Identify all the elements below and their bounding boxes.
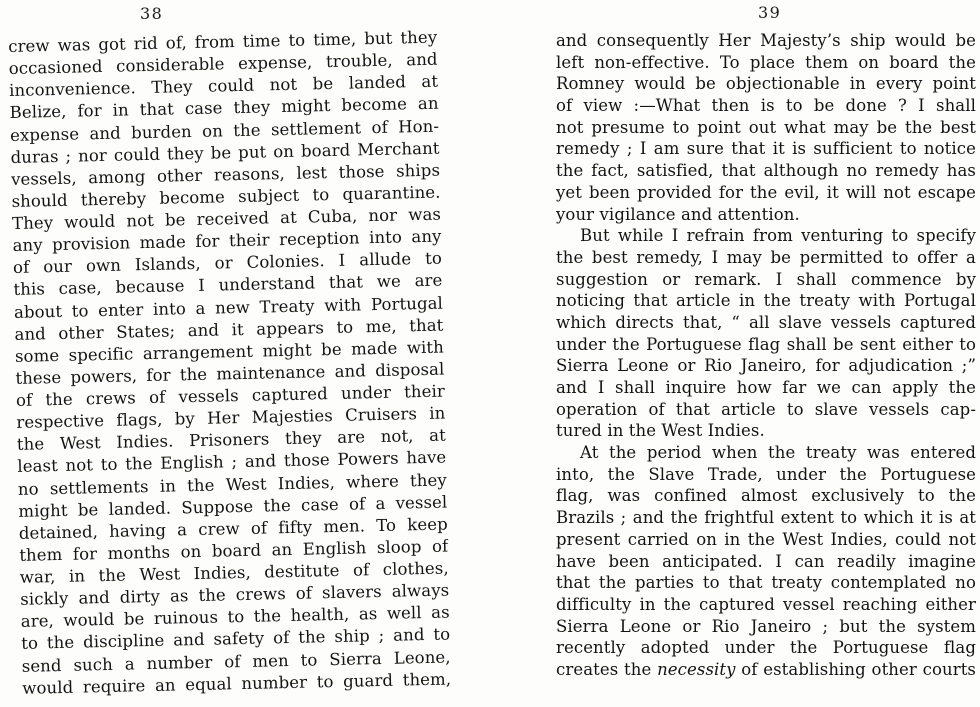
text-line: should thereby become subject to quarantine. bbox=[11, 182, 441, 211]
text-line: that the parties to that treaty contemplated no bbox=[556, 573, 976, 593]
text-line: creates the necessity of establishing other courts bbox=[556, 659, 976, 679]
text-line: and other States; and it appears to me, that bbox=[14, 315, 444, 344]
text-line: about to enter into a new Treaty with Portugal bbox=[13, 293, 444, 322]
text-line: noticing that article in the treaty with Portugal bbox=[556, 291, 976, 311]
text-line: your vigilance and attention. bbox=[556, 204, 800, 224]
text-line: this case, because I understand that we are bbox=[13, 270, 443, 300]
text-line: yet been provided for the evil, it will not escape bbox=[556, 182, 976, 202]
text-line: Romney would be objectionable in every point bbox=[556, 74, 976, 94]
text-line: crew was got rid of, from time to time, but they bbox=[8, 27, 438, 56]
text-line: duras ; nor could they be put on board Merchant bbox=[10, 138, 440, 167]
text-line: remedy ; I am sure that it is sufficient to notice bbox=[556, 139, 976, 159]
text-line: detained, having a crew of fifty men. To keep bbox=[18, 514, 448, 543]
text-line: the West Indies. Prisoners they are not, at bbox=[16, 425, 447, 455]
text-line: them for months on board an English sloop of bbox=[19, 536, 449, 565]
text-line: into, the Slave Trade, under the Portuguese bbox=[556, 464, 976, 484]
text-line: send such a number of men to Sierra Leone, bbox=[21, 646, 451, 676]
text-line: They would not be received at Cuba, nor was bbox=[11, 204, 442, 233]
text-line: Belize, for in that case they might become an bbox=[9, 94, 439, 123]
text-line: any provision made for their reception into any bbox=[12, 226, 442, 256]
text-line: have been anticipated. I can readily imagine bbox=[556, 551, 976, 571]
text-line: respective flags, by Her Majesties Cruisers in bbox=[16, 403, 446, 433]
text-line: under the Portuguese flag shall be sent either to bbox=[556, 334, 976, 354]
text-line: no settlements in the West Indies, where they bbox=[17, 470, 447, 499]
text-line: inconvenience. They could not be landed at bbox=[8, 71, 439, 101]
text-line: of the crews of vessels captured under their bbox=[15, 381, 446, 410]
page-39 bbox=[490, 0, 980, 707]
text-line: left non-effective. To place them on board the bbox=[556, 52, 976, 72]
text-line: At the period when the treaty was entered bbox=[580, 443, 976, 463]
text-line: of our own Islands, or Colonies. I allude to bbox=[12, 248, 443, 278]
text-line: expense and burden on the settlement of Hon- bbox=[9, 116, 440, 145]
text-line: Sierra Leone or Rio Janeiro, for adjudication ;” bbox=[556, 356, 976, 376]
page-38-text-block bbox=[8, 27, 451, 700]
text-line: these powers, for the maintenance and disposal bbox=[15, 359, 445, 388]
text-line: which directs that, “ all slave vessels captured bbox=[556, 312, 976, 332]
text-line: suggestion or remark. I shall commence by bbox=[556, 269, 976, 289]
text-line: recently adopted under the Portuguese flag bbox=[556, 638, 976, 658]
text-line: and I shall inquire how far we can apply the bbox=[556, 378, 976, 397]
text-line: to the discipline and safety of the ship ; and to bbox=[21, 624, 451, 654]
text-line: would require an equal number to guard them, bbox=[22, 669, 452, 698]
text-line: operation of that article to slave vessels cap- bbox=[556, 399, 976, 419]
page-number-left: 38 bbox=[140, 4, 164, 23]
text-line: sickly and dirty as the crews of slavers always bbox=[20, 580, 450, 609]
text-line: But while I refrain from venturing to specify bbox=[580, 226, 976, 246]
text-line: least not to the English ; and those Powers have bbox=[17, 447, 447, 477]
text-line: difficulty in the captured vessel reaching either bbox=[556, 594, 976, 614]
page-number-right: 39 bbox=[758, 3, 782, 22]
text-line: the best remedy, I may be permitted to offer a bbox=[556, 247, 976, 267]
text-line: the fact, satisfied, that although no remedy has bbox=[556, 161, 976, 181]
text-line: of view :—What then is to be done ? I shall bbox=[556, 96, 976, 116]
text-line: flag, was confined almost exclusively to the bbox=[556, 486, 976, 506]
text-line: are, would be ruinous to the health, as well as bbox=[20, 602, 450, 632]
text-line: might be landed. Suppose the case of a vessel bbox=[18, 492, 448, 521]
text-line: and consequently Her Majesty’s ship would be bbox=[556, 31, 976, 50]
text-line: tured in the West Indies. bbox=[556, 421, 765, 441]
text-line: not presume to point out what may be the best bbox=[556, 117, 976, 137]
text-line: Sierra Leone or Rio Janeiro ; but the system bbox=[556, 616, 976, 636]
text-line: occasioned considerable expense, trouble, and bbox=[8, 49, 438, 79]
text-line: war, in the West Indies, destitute of clothes, bbox=[19, 558, 449, 587]
text-line: some specific arrangement might be made with bbox=[14, 337, 445, 366]
text-line: Brazils ; and the frightful extent to which it is at bbox=[556, 508, 976, 528]
text-line: present carried on in the West Indies, could not bbox=[556, 529, 976, 549]
text-line: vessels, among other reasons, lest those ships bbox=[10, 160, 441, 189]
page-39-text-block bbox=[556, 30, 976, 681]
